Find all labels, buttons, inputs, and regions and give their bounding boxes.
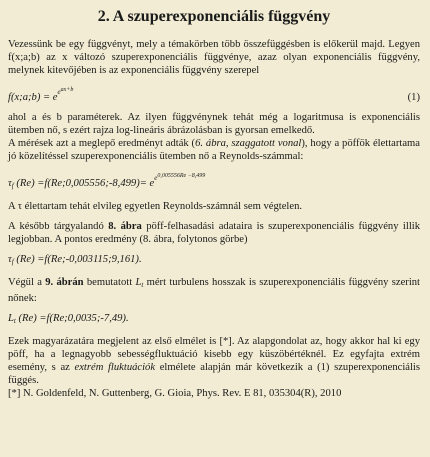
equation-2-exp2: 0,005556Re −8,499 xyxy=(157,173,206,179)
paragraph-theory xyxy=(8,335,420,387)
paragraph-figure-9 xyxy=(8,276,420,305)
figure-9-label: 9. ábrán xyxy=(45,277,84,288)
equation-1 xyxy=(8,84,420,104)
paragraph-measurements xyxy=(8,137,420,163)
equation-4-rest: (Re) =f(Re;0,0035;-7,49). xyxy=(15,313,129,324)
paragraph-measurements-text-b: ), hogy a pöffök élettartama jó közelítéssel szuperexponenciális ütemben nő a Reynolds-számmal: xyxy=(8,138,421,162)
equation-4 xyxy=(8,312,420,328)
tau-subscript-2: f xyxy=(11,258,14,266)
paragraph-measurements-text-a: A mérések azt a meglepő eredményt adták ( xyxy=(8,138,196,149)
figure-6-reference: 6. ábra, szaggatott vonal xyxy=(195,138,302,149)
turbulent-length-symbol: L xyxy=(135,277,142,288)
equation-3-rest: (Re) =f(Re;-0,003115;9,161). xyxy=(13,254,142,265)
tau-symbol: τ xyxy=(8,178,12,189)
paragraph-figure-8-text-a: A később tárgyalandó xyxy=(8,221,109,232)
equation-1-lhs: f(x;a;b) = e xyxy=(8,92,58,103)
equation-1-exp2: ax+b xyxy=(60,87,74,93)
paragraph-figure-9-text-b: bemutatott xyxy=(83,277,136,288)
paragraph-parameters: ahol a és b paraméterek. Az ilyen függvénynek tehát még a logaritmusa is exponenciális ütemben nő, s ezért rajza log-lineáris ábrázolásban is gyorsan emelkedő. xyxy=(8,112,420,136)
paragraph-theory-text-b: elmélete alapján már következik a (1) szuperexponenciális függés. xyxy=(8,362,420,386)
length-subscript: t xyxy=(13,317,16,325)
turbulent-length-subscript: t xyxy=(141,281,144,289)
figure-8-label: 8. ábra xyxy=(108,221,142,232)
equation-2 xyxy=(8,170,420,193)
tau-symbol-2: τ xyxy=(8,254,12,265)
page-title: 2. A szuperexponenciális függvény xyxy=(97,8,331,25)
reference: [*] N. Goldenfeld, N. Guttenberg, G. Gioia, Phys. Rev. E 81, 035304(R), 2010 xyxy=(8,388,342,399)
equation-3 xyxy=(8,253,420,269)
length-symbol: L xyxy=(8,313,14,324)
paragraph-figure-9-text-a: Végül a xyxy=(8,277,46,288)
paragraph-theory-text-a: Ezek magyarázatára megjelent az első elmélet is [*]. Az alapgondolat az, hogy akkor hal ki egy pöff, ha a legnagyobb sebességfluktuáció kisebb egy küszöbértéknél. Ez egyfajta extrém esemény, s az xyxy=(8,336,420,373)
equation-1-exp: e xyxy=(57,88,61,96)
equation-2-lhs: (Re) =f(Re;0,005556;-8,499)= e xyxy=(13,178,155,189)
paragraph-tau: A τ élettartam tehát elvileg egyetlen Reynolds-számnál sem végtelen. xyxy=(8,201,303,212)
extreme-fluctuations-term: extrém fluktuációk xyxy=(74,362,156,373)
paragraph-figure-8 xyxy=(8,220,420,246)
paragraph-figure-9-text-c: mért turbulens hosszak is szuperexponenciális függvény szerint nőnek: xyxy=(8,277,420,304)
equation-2-exp: e xyxy=(154,174,158,182)
tau-subscript: f xyxy=(11,182,14,190)
intro-paragraph: Vezessünk be egy függvényt, mely a témakörben több összefüggésben is előkerül majd. Legyen f(x;a;b) az x változó szuperexponenciális függvénye, azaz olyan exponenciális függvény, melynek kitevőjében is az exponenciális függvény szerepel xyxy=(8,39,420,76)
paragraph-figure-8-text-b: pöff-felhasadási adataira is szuperexponenciális függvény illik legjobban. A pontos eredmény (8. ábra, folytonos görbe) xyxy=(8,221,421,245)
equation-1-number: (1) xyxy=(407,92,420,103)
